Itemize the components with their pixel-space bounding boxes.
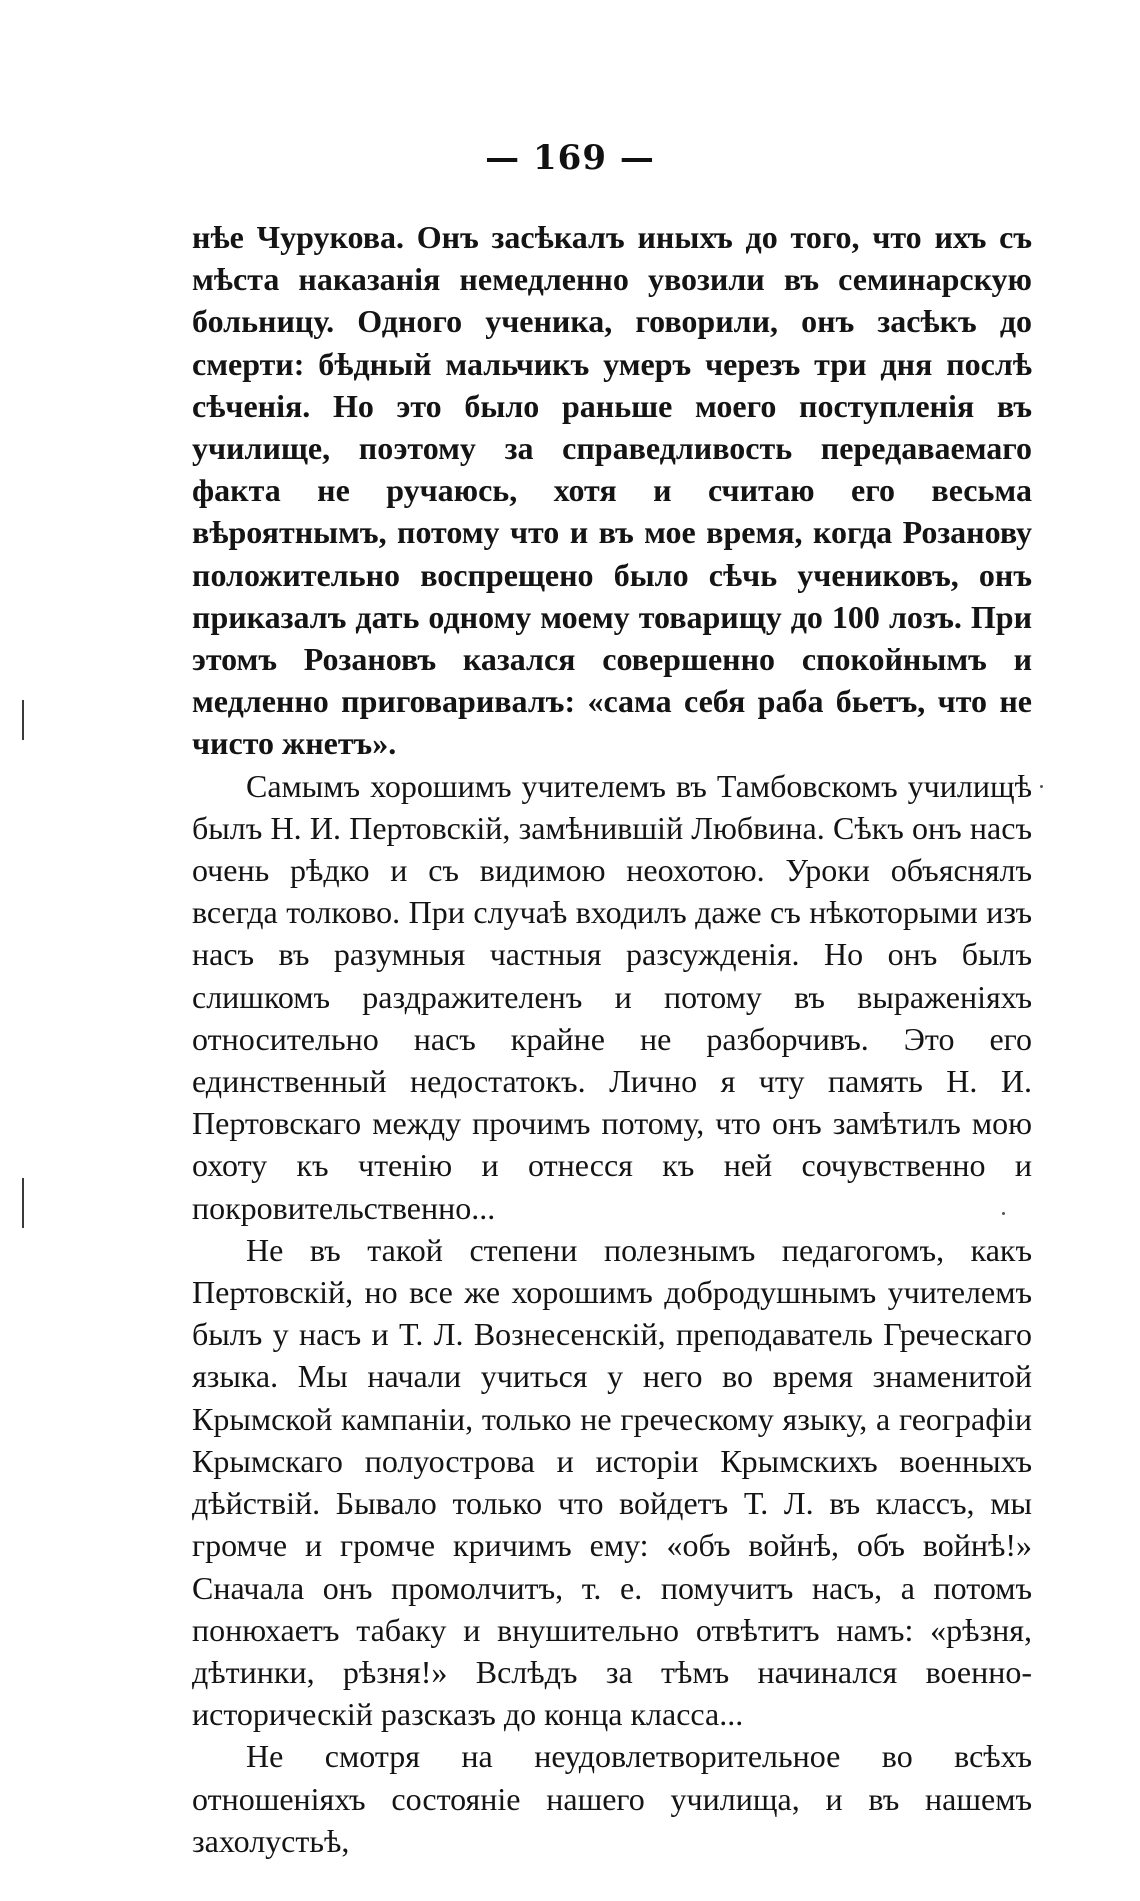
paragraph-pertovsky: Самымъ хорошимъ учителемъ въ Тамбовскомъ училищѣ былъ Н. И. Пертовскій, замѣнившій Любвина. Сѣкъ онъ насъ очень рѣдко и съ видимою неохотою. Уроки объяснялъ всегда толково. При случаѣ входилъ даже съ нѣкоторыми изъ насъ въ разумныя частныя разсужденія. Но онъ былъ слишкомъ раздражителенъ и потому въ выраженіяхъ относительно насъ крайне не разборчивъ. Это его единственный недостатокъ. Лично я чту память Н. И. Пертовскаго между прочимъ потому, что онъ замѣтилъ мою охоту къ чтенію и отнесся къ ней сочувственно и покровительственно...: [192, 767, 1032, 1226]
scan-speck: [1040, 785, 1043, 788]
paragraph-voznesensky: Не въ такой степени полезнымъ педагогомъ, какъ Пертовскій, но все же хорошимъ добродушнымъ учителемъ былъ у насъ и Т. Л. Вознесенскій, преподаватель Греческаго языка. Мы начали учиться у него во время знаменитой Крымской кампаніи, только не греческому языку, а географіи Крымскаго полуострова и исторіи Крымскихъ военныхъ дѣйствій. Бывало только что войдетъ Т. Л. въ классъ, мы громче и громче кричимъ ему: «объ войнѣ, объ войнѣ!» Сначала онъ промолчитъ, т. е. помучитъ насъ, а потомъ понюхаетъ табаку и внушительно отвѣтитъ намъ: «рѣзня, дѣтинки, рѣзня!» Вслѣдъ за тѣмъ начинался военно-историческій разсказъ до конца класса...: [192, 1231, 1032, 1733]
paragraph-continuation: нѣе Чурукова. Онъ засѣкалъ иныхъ до того, что ихъ съ мѣста наказанія немедленно увозили въ семинарскую больницу. Одного ученика, говорили, онъ засѣкъ до смерти: бѣдный мальчикъ умеръ черезъ три дня послѣ сѣченія. Но это было раньше моего поступленія въ училище, поэтому за справедливость передаваемаго факта не ручаюсь, хотя и считаю его весьма вѣроятнымъ, потому что и въ мое время, когда Розанову положительно воспрещено было сѣчь учениковъ, онъ приказалъ дать одному моему товарищу до 100 лозъ. При этомъ Розановъ казался совершенно спокойнымъ и медленно приговаривалъ: «сама себя раба бьетъ, что не чисто жнетъ».: [192, 219, 1032, 762]
scan-margin-mark: [22, 700, 24, 740]
paragraph-closing: Не смотря на неудовлетворительное во всѣхъ отношеніяхъ состояніе нашего училища, и въ нашемъ захолустьѣ,: [192, 1738, 1032, 1859]
body-text: [192, 216, 1032, 1862]
scan-speck: [1002, 1212, 1005, 1215]
page-number: — 169 —: [485, 138, 655, 178]
scan-margin-mark: [22, 1178, 24, 1228]
